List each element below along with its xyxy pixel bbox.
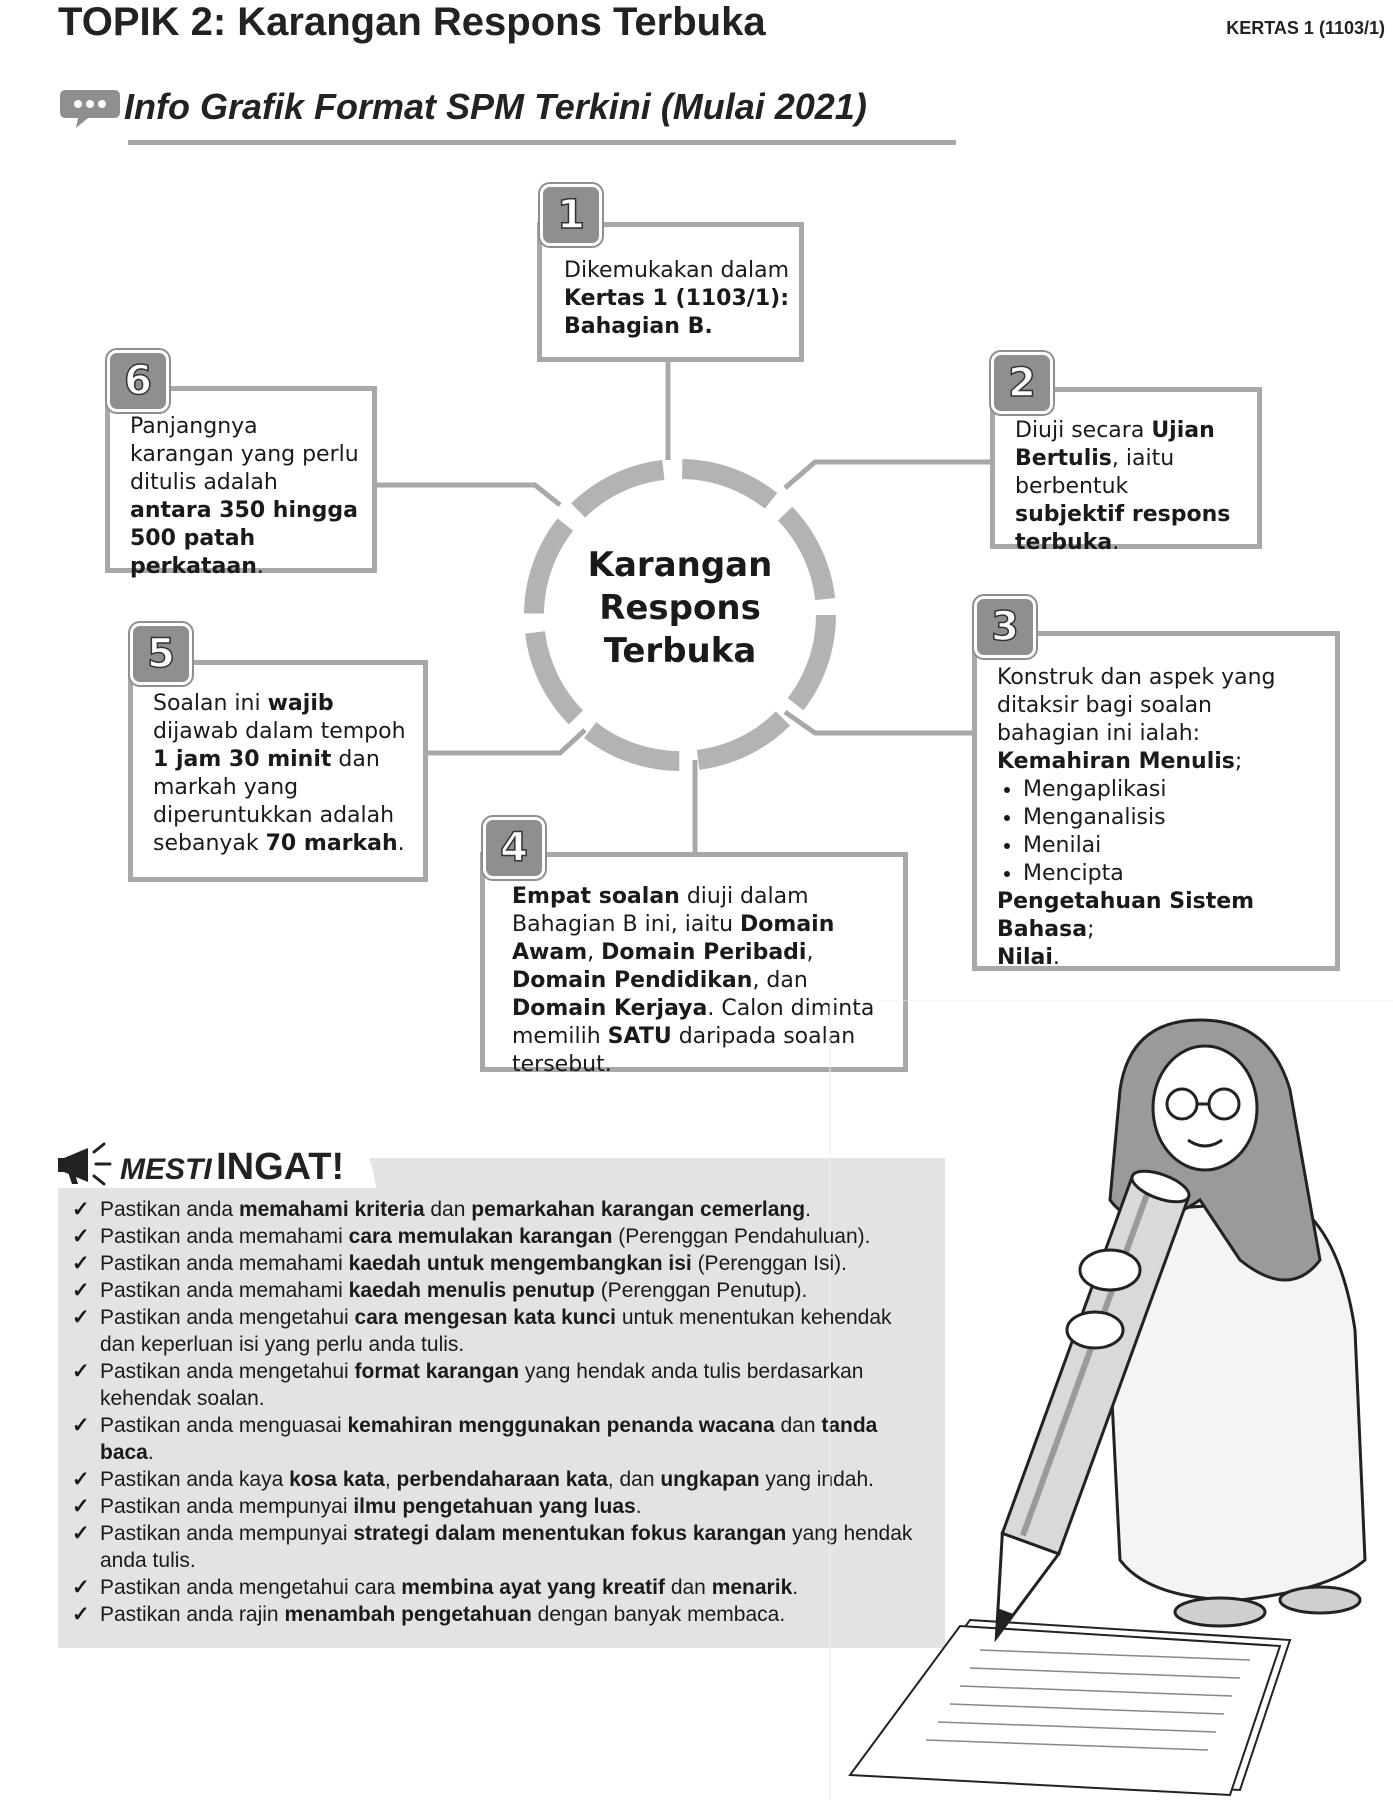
connector-2 (785, 462, 990, 488)
info-card-3: Konstruk dan aspek yang ditaksir bagi soalan bahagian ini ialah: Kemahiran Menulis; • Mengaplikasi • Menganalisis • Menilai • Mencipta Pengetahuan Sistem Bahasa; Nilai. (972, 631, 1340, 971)
topic-title: TOPIK 2: Karangan Respons Terbuka (58, 0, 766, 44)
check-icon: ✓ (72, 1225, 90, 1248)
center-topic-label: Karangan Respons Terbuka (587, 545, 773, 671)
checklist-item: ✓ Pastikan anda menguasai kemahiran menggunakan penanda wacana dan tanda baca. (72, 1414, 878, 1464)
check-icon: ✓ (72, 1306, 90, 1329)
checklist-item: ✓ Pastikan anda kaya kosa kata, perbendaharaan kata, dan ungkapan yang indah. (72, 1468, 874, 1491)
card-number-6: 6 (107, 350, 169, 412)
checklist-item: ✓ Pastikan anda mempunyai strategi dalam menentukan fokus karangan yang hendak anda tulis. (72, 1522, 913, 1572)
check-icon: ✓ (72, 1279, 90, 1302)
check-icon: ✓ (72, 1495, 90, 1518)
skill-item: • Menganalisis (1023, 804, 1321, 832)
info-card-4: Empat soalan diuji dalam Bahagian B ini, iaitu Domain Awam, Domain Peribadi, Domain Pendidikan, dan Domain Kerjaya. Calon diminta memilih SATU daripada soalan tersebut. (480, 852, 908, 1072)
checklist-item: ✓ Pastikan anda mengetahui format karangan yang hendak anda tulis berdasarkan kehendak soalan. (72, 1360, 864, 1410)
paper-code: KERTAS 1 (1103/1) (1226, 18, 1385, 38)
infographic-subtitle: Info Grafik Format SPM Terkini (Mulai 2021) (124, 86, 867, 127)
card-number-5: 5 (130, 623, 192, 685)
connector-3 (785, 712, 975, 733)
check-icon: ✓ (72, 1360, 90, 1383)
info-card-2: Diuji secara Ujian Bertulis, iaitu berbentuk subjektif respons terbuka. (990, 387, 1262, 549)
info-card-1: Dikemukakan dalam Kertas 1 (1103/1): Bahagian B. (537, 222, 804, 362)
checklist-item: ✓ Pastikan anda mengetahui cara mengesan kata kunci untuk menentukan kehendak dan keperluan isi yang perlu anda tulis. (72, 1306, 892, 1356)
mesti-ingat-title: MESTI INGAT! (120, 1146, 345, 1188)
checklist-item: ✓ Pastikan anda memahami kaedah menulis penutup (Perenggan Penutup). (72, 1279, 808, 1302)
student-with-giant-pencil-illustration (820, 1000, 1393, 1801)
check-icon: ✓ (72, 1603, 90, 1626)
mesti-ingat-list (70, 1196, 930, 1628)
connector-5 (420, 730, 585, 753)
connector-6 (372, 485, 560, 505)
check-icon: ✓ (72, 1414, 90, 1437)
checklist-item: ✓ Pastikan anda memahami kriteria dan pemarkahan karangan cemerlang. (72, 1198, 811, 1221)
card-number-2: 2 (991, 352, 1053, 414)
check-icon: ✓ (72, 1252, 90, 1275)
checklist-item: ✓ Pastikan anda memahami kaedah untuk mengembangkan isi (Perenggan Isi). (72, 1252, 847, 1275)
info-card-5: Soalan ini wajib dijawab dalam tempoh 1 jam 30 minit dan markah yang diperuntukkan adalah sebanyak 70 markah. (128, 660, 428, 882)
skill-item: • Mengaplikasi (1023, 776, 1321, 804)
check-icon: ✓ (72, 1468, 90, 1491)
skill-item: • Mencipta (1023, 860, 1321, 888)
skill-item: • Menilai (1023, 832, 1321, 860)
check-icon: ✓ (72, 1198, 90, 1221)
checklist-item: ✓ Pastikan anda rajin menambah pengetahuan dengan banyak membaca. (72, 1603, 786, 1626)
card-number-1: 1 (540, 184, 602, 246)
megaphone-icon (58, 1140, 120, 1188)
checklist-item: ✓ Pastikan anda memahami cara memulakan karangan (Perenggan Pendahuluan). (72, 1225, 871, 1248)
checklist-item: ✓ Pastikan anda mengetahui cara membina ayat yang kreatif dan menarik. (72, 1576, 799, 1599)
card-number-3: 3 (974, 596, 1036, 658)
card-number-4: 4 (483, 817, 545, 879)
check-icon: ✓ (72, 1576, 90, 1599)
skill-list (997, 776, 1321, 888)
checklist-item: ✓ Pastikan anda mempunyai ilmu pengetahuan yang luas. (72, 1495, 642, 1518)
check-icon: ✓ (72, 1522, 90, 1545)
info-card-6: Panjangnya karangan yang perlu ditulis adalah antara 350 hingga 500 patah perkataan. (105, 386, 377, 573)
